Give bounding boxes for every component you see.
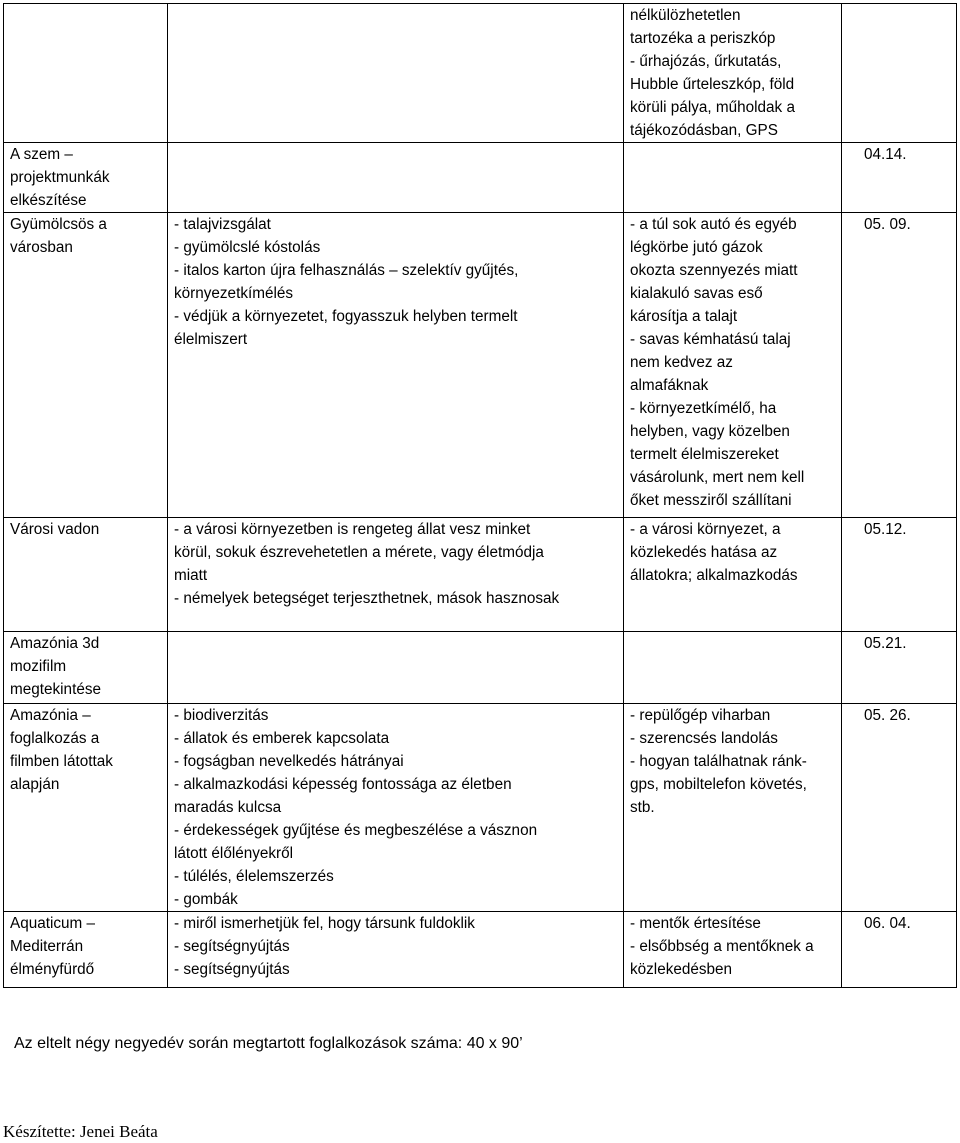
content-line: - védjük a környezetet, fogyasszuk helyben termelt: [174, 308, 518, 325]
text-line: körüli pálya, műholdak a: [630, 99, 795, 116]
cell-empty: [4, 4, 168, 143]
activity-name: Mediterrán: [10, 938, 84, 955]
cell-activity: [4, 912, 168, 988]
activity-name: elkészítése: [10, 192, 87, 209]
cell-notes: [624, 4, 842, 143]
text-line: nélkülözhetetlen: [630, 7, 741, 24]
cell-activity: [4, 704, 168, 912]
cell-notes: [624, 518, 842, 632]
notes-line: - savas kémhatású talaj: [630, 331, 791, 348]
activity-name: megtekintése: [10, 681, 101, 698]
table-row: [4, 213, 957, 518]
content-line: - biodiverzitás: [174, 707, 269, 724]
notes-line: károsítja a talajt: [630, 308, 738, 325]
notes-line: nem kedvez az: [630, 354, 733, 371]
table-row: [4, 912, 957, 988]
notes-line: kialakuló savas eső: [630, 285, 763, 302]
date-value: 05.12.: [864, 521, 907, 538]
table-row: [4, 143, 957, 213]
text-line: tartozéka a periszkóp: [630, 30, 776, 47]
content-line: - állatok és emberek kapcsolata: [174, 730, 390, 747]
notes-line: termelt élelmiszereket: [630, 446, 779, 463]
text-line: - űrhajózás, űrkutatás,: [630, 53, 782, 70]
cell-activity: [4, 518, 168, 632]
notes-line: állatokra; alkalmazkodás: [630, 567, 798, 584]
cell-content: [168, 704, 624, 912]
cell-empty: [168, 143, 624, 213]
cell-empty: [168, 632, 624, 704]
activity-name: városban: [10, 239, 73, 256]
cell-date: [842, 213, 957, 518]
activity-name: élményfürdő: [10, 961, 95, 978]
notes-line: - szerencsés landolás: [630, 730, 778, 747]
notes-line: - a városi környezet, a: [630, 521, 781, 538]
content-line: - fogságban nevelkedés hátrányai: [174, 753, 404, 770]
content-line: miatt: [174, 567, 208, 584]
notes-line: közlekedésben: [630, 961, 733, 978]
content-line: maradás kulcsa: [174, 799, 282, 816]
table-row-continuation: [4, 4, 957, 143]
notes-line: légkörbe jutó gázok: [630, 239, 763, 256]
author-credit: Készítette: Jenei Beáta: [3, 1122, 158, 1141]
date-value: 05. 26.: [864, 707, 911, 724]
cell-activity: [4, 143, 168, 213]
content-line: - alkalmazkodási képesség fontossága az életben: [174, 776, 512, 793]
table-row: [4, 632, 957, 704]
notes-line: - mentők értesítése: [630, 915, 761, 932]
content-line: - némelyek betegséget terjeszthetnek, mások hasznosak: [174, 590, 560, 607]
notes-line: helyben, vagy közelben: [630, 423, 790, 440]
activity-name: Amazónia –: [10, 707, 91, 724]
content-line: - gombák: [174, 891, 238, 908]
content-line: látott élőlényekről: [174, 845, 294, 862]
content-line: - túlélés, élelemszerzés: [174, 868, 334, 885]
activity-name: filmben látottak: [10, 753, 113, 770]
content-line: - segítségnyújtás: [174, 961, 290, 978]
activity-name: Gyümölcsös a: [10, 216, 107, 233]
notes-line: almafáknak: [630, 377, 709, 394]
text-line: tájékozódásban, GPS: [630, 122, 778, 139]
activity-name: Városi vadon: [10, 521, 100, 538]
cell-date: [842, 632, 957, 704]
notes-line: stb.: [630, 799, 655, 816]
notes-line: - elsőbbség a mentőknek a: [630, 938, 814, 955]
notes-line: vásárolunk, mert nem kell: [630, 469, 805, 486]
date-value: 04.14.: [864, 146, 907, 163]
notes-line: - környezetkímélő, ha: [630, 400, 777, 417]
cell-content: [168, 518, 624, 632]
notes-line: - a túl sok autó és egyéb: [630, 216, 797, 233]
content-line: környezetkímélés: [174, 285, 294, 302]
activity-name: Aquaticum –: [10, 915, 96, 932]
notes-line: őket messziről szállítani: [630, 492, 792, 509]
cell-content: [168, 912, 624, 988]
table-row: [4, 518, 957, 632]
content-line: élelmiszert: [174, 331, 248, 348]
cell-empty: [624, 143, 842, 213]
table-row: [4, 704, 957, 912]
cell-date: [842, 143, 957, 213]
date-value: 05. 09.: [864, 216, 911, 233]
content-line: - italos karton újra felhasználás – szelektív gyűjtés,: [174, 262, 519, 279]
content-line: - a városi környezetben is rengeteg állat vesz minket: [174, 521, 531, 538]
cell-empty: [842, 4, 957, 143]
content-line: - gyümölcslé kóstolás: [174, 239, 321, 256]
activity-name: foglalkozás a: [10, 730, 100, 747]
date-value: 06. 04.: [864, 915, 911, 932]
cell-activity: [4, 213, 168, 518]
cell-date: [842, 704, 957, 912]
program-table: [3, 3, 957, 988]
cell-notes: [624, 213, 842, 518]
notes-line: okozta szennyezés miatt: [630, 262, 798, 279]
cell-empty: [168, 4, 624, 143]
activity-name: Amazónia 3d: [10, 635, 100, 652]
notes-line: - hogyan találhatnak ránk-: [630, 753, 807, 770]
content-line: - segítségnyújtás: [174, 938, 290, 955]
notes-line: - repülőgép viharban: [630, 707, 771, 724]
activity-name: projektmunkák: [10, 169, 110, 186]
date-value: 05.21.: [864, 635, 907, 652]
activity-name: alapján: [10, 776, 60, 793]
cell-activity: [4, 632, 168, 704]
cell-notes: [624, 912, 842, 988]
activity-name: A szem –: [10, 146, 73, 163]
summary-text: Az eltelt négy negyedév során megtartott foglalkozások száma: 40 x 90’: [14, 1035, 523, 1052]
cell-notes: [624, 704, 842, 912]
notes-line: közlekedés hatása az: [630, 544, 778, 561]
content-line: körül, sokuk észrevehetetlen a mérete, vagy életmódja: [174, 544, 544, 561]
content-line: - talajvizsgálat: [174, 216, 271, 233]
activity-name: mozifilm: [10, 658, 67, 675]
cell-date: [842, 518, 957, 632]
notes-line: gps, mobiltelefon követés,: [630, 776, 807, 793]
cell-empty: [624, 632, 842, 704]
cell-date: [842, 912, 957, 988]
content-line: - miről ismerhetjük fel, hogy társunk fuldoklik: [174, 915, 475, 932]
content-line: - érdekességek gyűjtése és megbeszélése a vásznon: [174, 822, 538, 839]
text-line: Hubble űrteleszkóp, föld: [630, 76, 795, 93]
cell-content: [168, 213, 624, 518]
